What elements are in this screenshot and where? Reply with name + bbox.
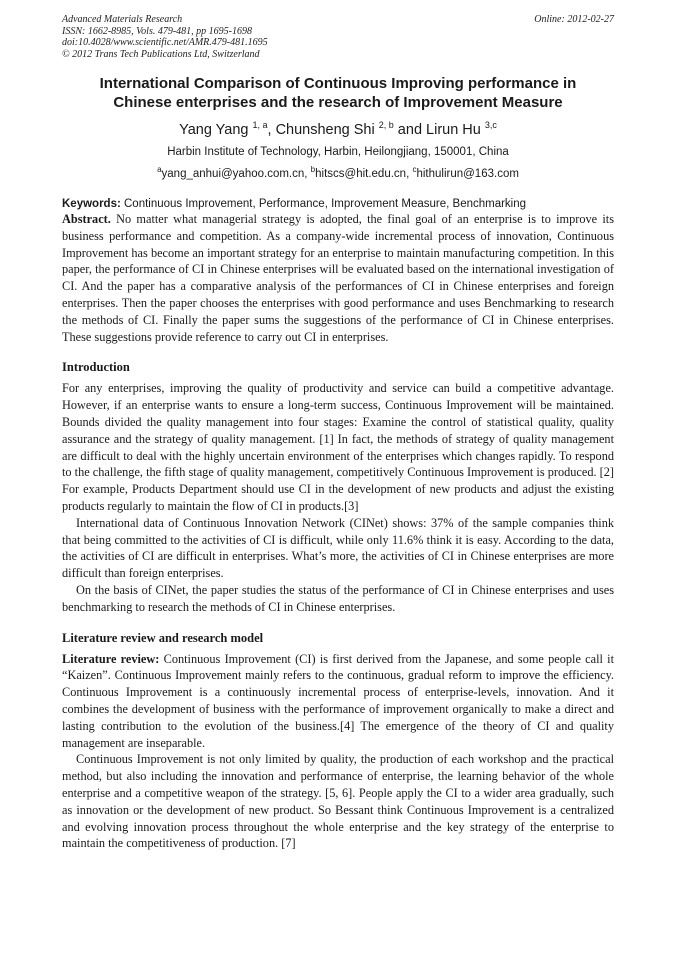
author-affiliation-mark: 3,c	[484, 120, 497, 131]
email-mark: a	[157, 165, 162, 175]
abstract	[62, 211, 614, 345]
email-mark: b	[310, 165, 316, 175]
introduction-paragraph: For any enterprises, improving the quality of productivity and service can build a competitive advantage. However, if an enterprise wants to ensure a long-term success, Continuous Improvement will be maintained. Bounds divided the quality management into four stages: Examine the control of statistical quality, quality assurance and the strategy of quality management. [1] In fact, the methods of strategy of quality management are difficult to deal with the highly uncertain environment of the enterprises which changes rapidly. To respond to the challenge, the fifth stage of quality management, competitively Continuous Improvement is produced. [2] For example, Products Department should use CI in the development of new products and adjust the existing products regularly to maintain the flow of CI in products.[3]	[62, 381, 614, 513]
email-address: hithulirun@163.com	[416, 168, 519, 180]
introduction-paragraph: International data of Continuous Innovation Network (CINet) shows: 37% of the sample companies think that being committed to the activities of CI is difficult, while only 11.6% think it is easy. According to the data, the activities of CI are difficult in enterprises. What’s more, the activities of CI in Chinese enterprises are more difficult than foreign enterprises.	[62, 515, 614, 581]
author-separator: ,	[267, 122, 276, 138]
issn-line: ISSN: 1662-8985, Vols. 479-481, pp 1695-1698	[62, 25, 252, 37]
email-address: hitscs@hit.edu.cn,	[315, 168, 413, 180]
title-line-2: Chinese enterprises and the research of Improvement Measure	[113, 94, 563, 111]
author-separator: and	[393, 122, 427, 138]
affiliation: Harbin Institute of Technology, Harbin, Heilongjiang, 150001, China	[167, 146, 509, 158]
title-line-1: International Comparison of Continuous Improving performance in	[99, 75, 577, 92]
literature-lead: Literature review:	[62, 651, 160, 666]
author-list	[62, 121, 614, 139]
author-name: Lirun Hu	[426, 122, 481, 138]
abstract-label: Abstract.	[62, 212, 111, 226]
author-name: Yang Yang	[179, 122, 249, 138]
section-heading-introduction: Introduction	[62, 360, 130, 375]
author-emails	[62, 167, 614, 181]
literature-paragraph	[62, 651, 614, 752]
keywords-label: Keywords:	[62, 198, 121, 210]
doi-line: doi:10.4028/www.scientific.net/AMR.479-481.1695	[62, 37, 268, 48]
paper-page	[62, 14, 614, 852]
author-affiliation-mark: 1, a	[252, 120, 268, 131]
author-affiliation-mark: 2, b	[378, 120, 394, 131]
email-address: yang_anhui@yahoo.com.cn,	[161, 168, 311, 180]
keywords	[62, 197, 614, 211]
paper-title	[62, 74, 614, 112]
publication-header	[62, 14, 614, 60]
journal-name: Advanced Materials Research	[62, 14, 183, 25]
section-heading-literature-review: Literature review and research model	[62, 630, 264, 645]
literature-text: Continuous Improvement (CI) is first derived from the Japanese, and some people call it “Kaizen”. Continuous Improvement mainly refers to the continuous, gradual reform to improve the efficiency. Continuous Improvement is a continuously incremental process of enterprise-levels, innovation. And it combines the development of business with the performance of improvement organically to make a direct and lasting contribution to the evolution of the business.[4] The emergence of the theory of CI and quality management are inseparable.	[62, 651, 615, 750]
keywords-text: Continuous Improvement, Performance, Improvement Measure, Benchmarking	[120, 198, 527, 210]
online-date: Online: 2012-02-27	[534, 14, 614, 25]
email-mark: c	[412, 165, 417, 175]
literature-paragraph: Continuous Improvement is not only limited by quality, the production of each workshop and the practical method, but also including the innovation and performance of enterprise, the learning behavior of the whole enterprise and a competitive weapon of the strategy. [5, 6]. People apply the CI to a wider area gradually, such as innovation or the development of new product. So Bessant think Continuous Improvement is a centralized and evolving innovation process throughout the whole enterprise and the key strategy of the enterprise to maintain the competitiveness of production. [7]	[62, 752, 614, 851]
copyright-line: © 2012 Trans Tech Publications Ltd, Switzerland	[62, 48, 260, 60]
abstract-text: No matter what managerial strategy is adopted, the final goal of an enterprise is to improve its business performance and competition. As a company-wide incremental process of innovation, Continuous Improvement has become an important strategy for an enterprise to maintain manufacturing competition. In this paper, the performance of CI in Chinese enterprises will be evaluated based on the international investigation of CI. And the paper has a comparative analysis of the performances of CI in Chinese enterprises and foreign enterprises. Then the paper chooses the enterprises with good performance and uses Benchmarking to research the methods of CI. Finally the paper sums the suggestions of the performance of CI in Chinese enterprises. These suggestions provide reference to carry out CI in enterprises.	[62, 212, 614, 344]
author-name: Chunsheng Shi	[275, 122, 375, 138]
introduction-paragraph: On the basis of CINet, the paper studies the status of the performance of CI in Chinese enterprises and uses benchmarking to research the methods of CI in Chinese enterprises.	[62, 582, 614, 614]
